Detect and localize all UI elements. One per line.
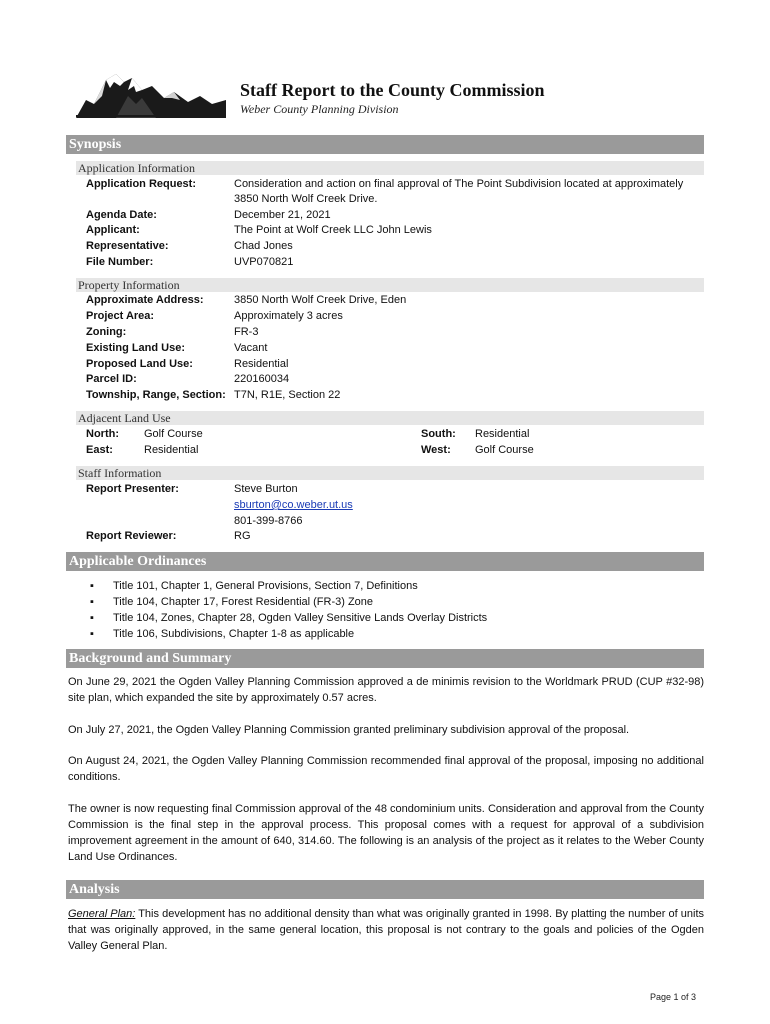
applicant-label: Applicant: [86, 224, 140, 236]
address-value: 3850 North Wolf Creek Drive, Eden [234, 294, 407, 306]
page-number: Page 1 of 3 [650, 992, 697, 1002]
general-plan-paragraph [68, 906, 704, 954]
zoning-label: Zoning: [86, 326, 127, 338]
background-heading: Background and Summary [66, 649, 704, 668]
representative-value: Chad Jones [234, 240, 293, 252]
north-label: North: [86, 428, 119, 440]
analysis-heading: Analysis [66, 880, 704, 899]
bullet-icon: ▪ [90, 612, 94, 624]
east-label: East: [86, 444, 113, 456]
east-value: Residential [144, 444, 199, 456]
general-plan-label: General Plan: [68, 908, 136, 920]
file-number-label: File Number: [86, 256, 154, 268]
west-label: West: [421, 444, 451, 456]
general-plan-text: This development has no additional density than what was originally granted in 1998. By platting the number of units that was originally approved, in the same general location, this proposal is not contrary to the goals and policies of the Ogden Valley General Plan. [68, 908, 704, 952]
report-reviewer-value: RG [234, 530, 251, 542]
list-item [90, 610, 487, 626]
property-info-heading: Property Information [76, 278, 704, 292]
file-number-value: UVP070821 [234, 256, 294, 268]
ordinance-text: Title 104, Chapter 17, Forest Residential (FR-3) Zone [113, 596, 374, 608]
background-paragraph-2: On July 27, 2021, the Ogden Valley Planning Commission granted preliminary subdivision approval of the proposal. [68, 724, 630, 736]
list-item [90, 626, 487, 642]
report-title: Staff Report to the County Commission [240, 80, 545, 100]
agenda-date-value: December 21, 2021 [234, 209, 331, 221]
project-area-value: Approximately 3 acres [234, 310, 343, 322]
north-value: Golf Course [144, 428, 203, 440]
agenda-date-label: Agenda Date: [86, 209, 157, 221]
township-range-section-label: Township, Range, Section: [86, 389, 226, 401]
west-value: Golf Course [475, 444, 534, 456]
application-request-label: Application Request: [86, 178, 197, 190]
address-label: Approximate Address: [86, 294, 204, 306]
background-paragraph-3: On August 24, 2021, the Ogden Valley Planning Commission recommended final approval of the proposal, imposing no additional conditions. [68, 755, 704, 783]
list-item [90, 594, 487, 610]
south-label: South: [421, 428, 456, 440]
report-subtitle: Weber County Planning Division [240, 102, 399, 116]
staff-info-heading: Staff Information [76, 466, 704, 480]
presenter-name: Steve Burton [234, 483, 298, 495]
presenter-email-link[interactable]: sburton@co.weber.ut.us [234, 499, 353, 511]
project-area-label: Project Area: [86, 310, 155, 322]
parcel-id-label: Parcel ID: [86, 373, 137, 385]
ordinance-text: Title 106, Subdivisions, Chapter 1-8 as applicable [113, 628, 355, 640]
presenter-phone: 801-399-8766 [234, 515, 303, 527]
bullet-icon: ▪ [90, 596, 94, 608]
mountain-logo-icon [76, 70, 226, 118]
existing-land-use-value: Vacant [234, 342, 268, 354]
report-reviewer-label: Report Reviewer: [86, 530, 177, 542]
bullet-icon: ▪ [90, 580, 94, 592]
proposed-land-use-value: Residential [234, 358, 289, 370]
background-paragraph-4: The owner is now requesting final Commission approval of the 48 condominium units. Consideration and approval from the County Commission is the final step in the approval process. This proposal comes with a request for approval of a subdivision improvement agreement in the amount of 640, 314.60. The following is an analysis of the project as it relates to the Weber County Land Use Ordinances. [68, 803, 704, 863]
township-range-section-value: T7N, R1E, Section 22 [234, 389, 341, 401]
application-info-heading: Application Information [76, 161, 704, 175]
proposed-land-use-label: Proposed Land Use: [86, 358, 193, 370]
ordinance-text: Title 101, Chapter 1, General Provisions, Section 7, Definitions [113, 580, 418, 592]
bullet-icon: ▪ [90, 628, 94, 640]
adjacent-land-use-heading: Adjacent Land Use [76, 411, 704, 425]
representative-label: Representative: [86, 240, 169, 252]
report-presenter-label: Report Presenter: [86, 483, 179, 495]
zoning-value: FR-3 [234, 326, 259, 338]
application-request-line2: 3850 North Wolf Creek Drive. [234, 193, 378, 205]
ordinances-list [90, 578, 487, 642]
existing-land-use-label: Existing Land Use: [86, 342, 186, 354]
list-item [90, 578, 487, 594]
ordinances-heading: Applicable Ordinances [66, 552, 704, 571]
synopsis-heading: Synopsis [66, 135, 704, 154]
parcel-id-value: 220160034 [234, 373, 290, 385]
applicant-value: The Point at Wolf Creek LLC John Lewis [234, 224, 432, 236]
application-request-line1: Consideration and action on final approval of The Point Subdivision located at approximately [234, 178, 684, 190]
background-paragraph-1: On June 29, 2021 the Ogden Valley Planning Commission approved a de minimis revision to the Worldmark PRUD (CUP #32-98) site plan, which expanded the site by approximately 0.57 acres. [68, 676, 704, 704]
ordinance-text: Title 104, Zones, Chapter 28, Ogden Valley Sensitive Lands Overlay Districts [113, 612, 488, 624]
south-value: Residential [475, 428, 530, 440]
